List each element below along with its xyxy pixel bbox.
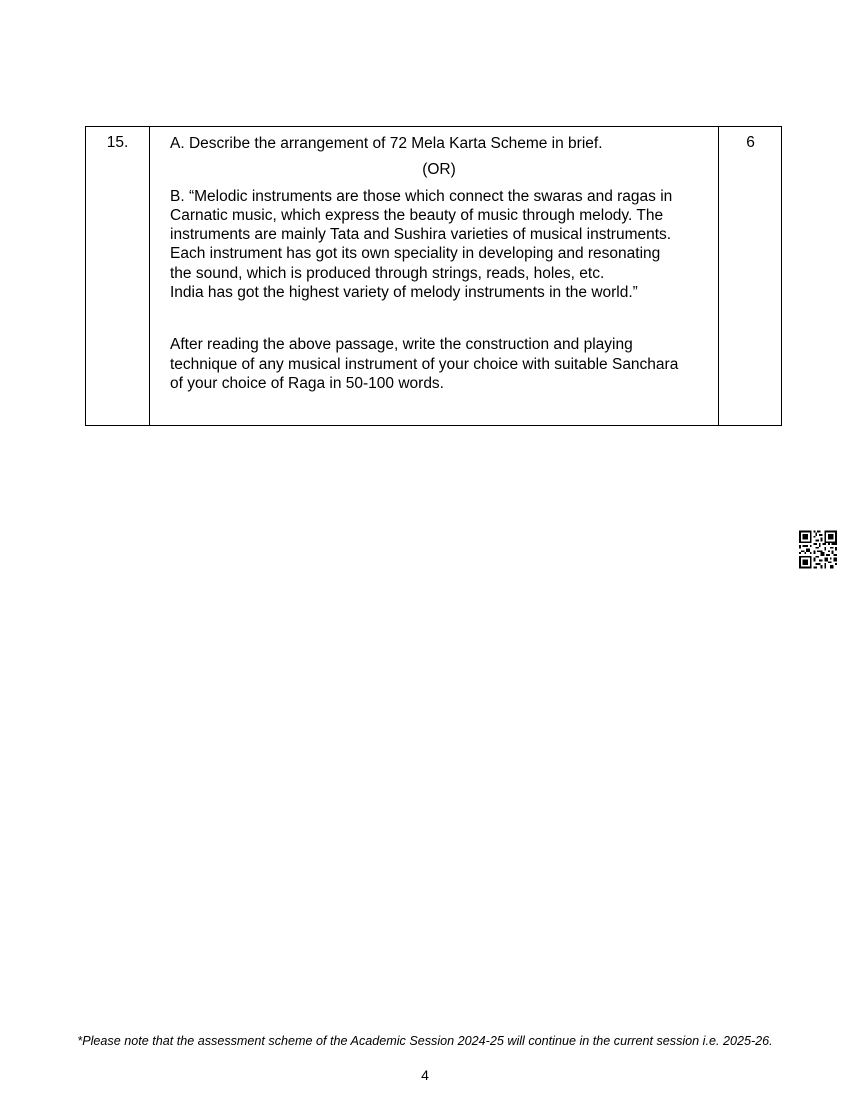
task-line: technique of any musical instrument of your choice with suitable Sanchara bbox=[170, 355, 679, 373]
footnote: *Please note that the assessment scheme of the Academic Session 2024-25 will continue in the current session i.e. 2025-26. bbox=[77, 1034, 773, 1048]
task-line: After reading the above passage, write the construction and playing bbox=[170, 336, 633, 354]
part-b-task bbox=[170, 335, 722, 393]
part-b-passage bbox=[170, 187, 722, 303]
question-table bbox=[85, 126, 782, 426]
page-number: 4 bbox=[421, 1067, 429, 1083]
passage-line: Each instrument has got its own speciality in developing and resonating bbox=[170, 245, 661, 263]
passage-line: Carnatic music, which express the beauty of music through melody. The bbox=[170, 206, 664, 224]
passage-line: B. “Melodic instruments are those which connect the swaras and ragas in bbox=[170, 187, 673, 205]
passage-line: India has got the highest variety of melody instruments in the world.” bbox=[170, 284, 638, 302]
question-marks: 6 bbox=[746, 134, 755, 151]
column-divider bbox=[149, 127, 150, 425]
qr-code-icon bbox=[799, 530, 837, 569]
passage-line: instruments are mainly Tata and Sushira varieties of musical instruments. bbox=[170, 226, 672, 244]
passage-line: the sound, which is produced through strings, reads, holes, etc. bbox=[170, 264, 605, 282]
part-a-text: A. Describe the arrangement of 72 Mela Karta Scheme in brief. bbox=[170, 135, 603, 152]
or-label: (OR) bbox=[422, 161, 456, 179]
task-line: of your choice of Raga in 50-100 words. bbox=[170, 374, 444, 392]
question-number: 15. bbox=[106, 134, 129, 151]
question-body bbox=[170, 134, 722, 393]
